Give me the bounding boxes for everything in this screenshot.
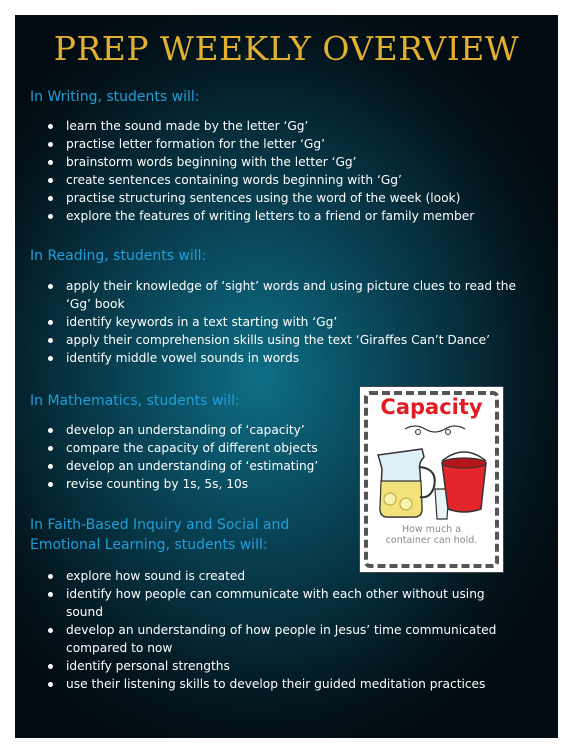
reading-heading: In Reading, students will:	[30, 248, 207, 264]
list-item: apply their comprehension skills using the text ‘Giraffes Can’t Dance’	[42, 331, 532, 349]
list-item: brainstorm words beginning with the letter ‘Gg’	[42, 153, 542, 171]
writing-heading: In Writing, students will:	[30, 89, 200, 105]
list-item: compare the capacity of different objects	[42, 439, 352, 457]
faith-sel-list	[42, 567, 512, 693]
faith-sel-heading	[30, 515, 289, 555]
bucket-icon	[442, 452, 486, 512]
poster-caption-line2: container can hold.	[385, 535, 478, 546]
faith-sel-heading-line1: In Faith-Based Inquiry and Social and	[30, 517, 290, 533]
list-item: identify how people can communicate with each other without using sound	[42, 585, 512, 621]
list-item: learn the sound made by the letter ‘Gg’	[42, 117, 542, 135]
list-item: practise structuring sentences using the word of the week (look)	[42, 189, 542, 207]
list-item: identify personal strengths	[42, 657, 512, 675]
list-item: explore the features of writing letters to a friend or family member	[42, 207, 542, 225]
writing-list	[42, 117, 542, 225]
poster-caption-line1: How much a	[401, 524, 462, 535]
list-item: develop an understanding of how people in Jesus’ time communicated compared to now	[42, 621, 512, 657]
mathematics-heading: In Mathematics, students will:	[30, 393, 240, 409]
list-item: use their listening skills to develop their guided meditation practices	[42, 675, 512, 693]
faith-sel-heading-line2: Emotional Learning, students will:	[30, 537, 268, 553]
list-item: develop an understanding of ‘capacity’	[42, 421, 352, 439]
list-item: develop an understanding of ‘estimating’	[42, 457, 352, 475]
list-item: identify keywords in a text starting with ‘Gg’	[42, 313, 532, 331]
list-item: explore how sound is created	[42, 567, 512, 585]
jug-icon	[378, 449, 435, 517]
reading-list	[42, 277, 532, 367]
poster-title: Capacity	[380, 395, 483, 419]
list-item: apply their knowledge of ‘sight’ words and using picture clues to read the ‘Gg’ book	[42, 277, 532, 313]
page-title: PREP WEEKLY OVERVIEW	[53, 29, 520, 68]
capacity-poster	[359, 386, 504, 573]
overview-panel	[15, 15, 558, 738]
list-item: identify middle vowel sounds in words	[42, 349, 532, 367]
list-item: create sentences containing words beginning with ‘Gg’	[42, 171, 542, 189]
mathematics-list	[42, 421, 352, 493]
list-item: revise counting by 1s, 5s, 10s	[42, 475, 352, 493]
poster-caption	[360, 524, 503, 546]
list-item: practise letter formation for the letter ‘Gg’	[42, 135, 542, 153]
